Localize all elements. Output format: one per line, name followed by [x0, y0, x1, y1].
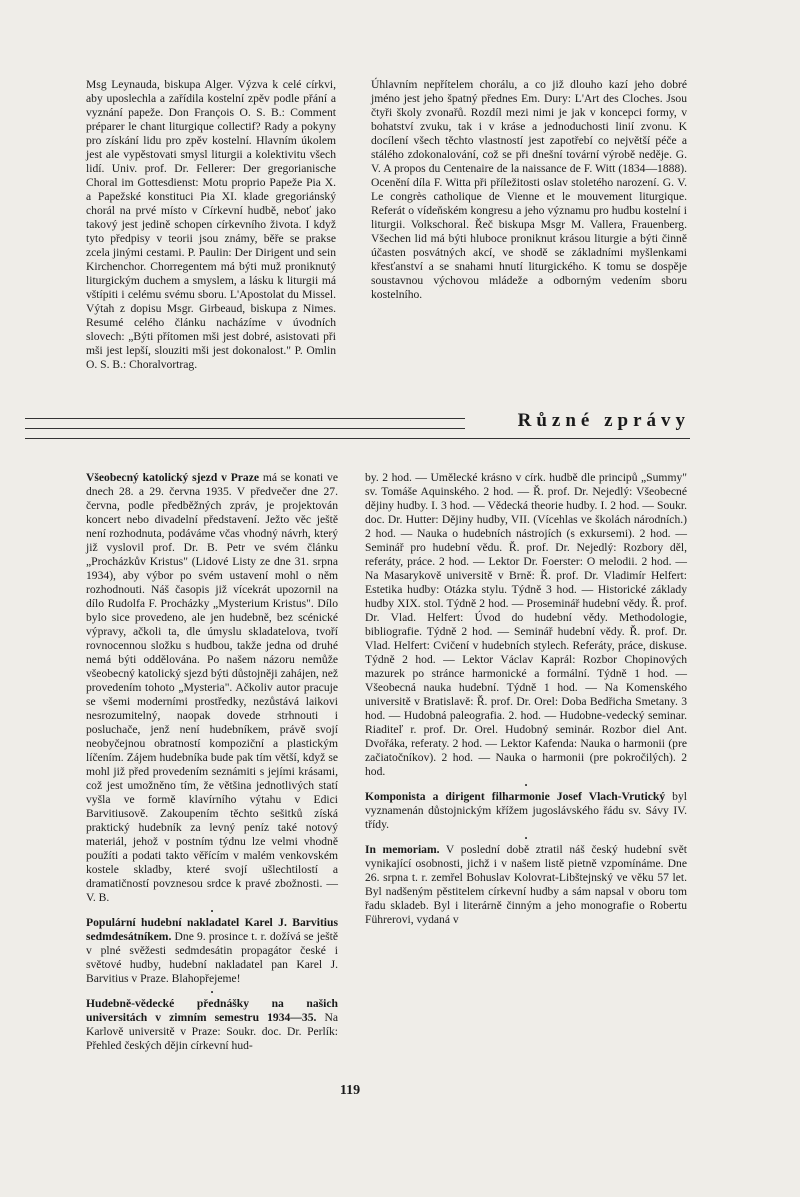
news-item-lectures: [86, 997, 338, 1053]
page-number: 119: [339, 1083, 361, 1098]
review-text-left: Msg Leynauda, biskupa Alger. Výzva k celé církvi, aby uposlechla a zařídila kostelní zpěv podle přání a vyznání papeže. Don François O. S. B.: Comment préparer le chant liturgique collectif? Rady a pokyny pro získání lidu pro zpěv kostelní. Hlavním úkolem jest ale vypěstovati smysl liturgii a kolektivitu všech lidí. Univ. prof. Dr. Fellerer: Der gregorianische Choral im Gottesdienst: Motu proprio Papeže Pia X. a Papežské konstituci Pia XI. klade gregoriánský chorál na prvé místo v Církevní hudbě, neboť jako takový jest jedině schopen církevního života. I když tyto předpisy v teorii jsou známy, běře se prakse zcela jinými cestami. P. Paulin: Der Dirigent und sein Kirchenchor. Chorregentem má býti muž proniknutý liturgickým duchem a smyslem, a lásku k liturgii má vštípiti i celému svému sboru. L'Apostolat du Missel. Výtah z dopisu Msgr. Girbeaud, biskupa z Nimes. Resumé celého článku nacházíme v úvodních slovech: „Býti přítomen mši jest dobré, asistovati při mši jest lepší, slouziti mši jest dokonalost." P. Omlin O. S. B.: Choralvortrag.: [86, 78, 336, 371]
news-item-lectures-cont: by. 2 hod. — Umělecké krásno v círk. hudbě dle principů „Summy" sv. Tomáše Aquinského. 2 hod. — Ř. prof. Dr. Nejedlý: Všeobecné dějiny hudby. I. 3 hod. — Vědecká theorie hudby. I. 2 hod. — Soukr. doc. Dr. Hutter: Dějiny hudby, VII. (Vícehlas ve školách národních.) 2 hod. — Nauka o hudebních nástrojích (s exkursemi). 2 hod. — Seminář pro hudební vědu. Ř. prof. Dr. Nejedlý: Rozbory děl, referáty, práce. 2 hod. — Lektor Dr. Foerster: O melodii. 2 hod. — Na Masarykově universitě v Brně: Ř. prof. Dr. Vladimír Helfert: Estetika hudby: Otázka stylu. Týdně 3 hod. — Historické základy hudby XIX. stol. Týdně 2 hod. — Proseminář hudební vědy. Ř. prof. Dr. Vlad. Helfert: Úvod do hudební vědy. Methodologie, bibliografie. Týdně 2 hod. — Seminář hudební vědy. Ř. prof. Dr. Vlad. Helfert: Cvičení v hudebních stylech. Referáty, práce, diskuse. Týdně 2 hod. — Lektor Václav Kaprál: Rozbor Chopinových mazurek po stránce harmonické a formální. Týdně 1 hod. — Všeobecná nauka hudební. Týdně 1 hod. — Na Komenského universitě v Bratislavě: Ř. prof. Dr. Orel: Doba Bedřicha Smetany. 3 hod. — Hudobná paleografia. 2. hod. — Hudobne-vedecký seminar. Riaditeľ r. prof. Dr. Orel. Hudobný seminár. Rozbor diel Ant. Dvořáka, referaty. 2 hod. — Lektor Kafenda: Nauka o harmonii (pre začiatočníkov). 2 hod. — Nauka o harmonii (pre pokročilých). 2 hod.: [365, 471, 687, 778]
separator-bullet: •: [210, 988, 214, 997]
review-text-right: Úhlavním nepřítelem chorálu, a co již dlouho kazí jeho dobré jméno jest jeho špatný přednes Em. Dury: L'Art des Cloches. Jsou čtyři školy zvonařů. Rozdíl mezi nimi je jak v koncepci formy, v bohatství zvuku, tak i v kráse a jednoduchosti linií zvonu. K docílení všech těchto vlastností jest zapotřebí co největší péče a stálého zdokonalování, což se při dnešní tovární výrobě neděje. G. V. A propos du Centenaire de la naissance de F. Witt (1834—1888). Ocenění díla F. Witta při příležitosti oslav stoletého narození. G. V. Le congrès catholique de Vienne et le mouvement liturgique. Referát o vídeňském kongresu a jeho významu pro hudbu kostelní i liturgii. Volkschoral. Řeč biskupa Msgr M. Vallera, Frauenberg. Všechen lid má býti hluboce proniknut krásou liturgie a býti činně účasten posvátných akcí, ve shodě se základními myšlenkami křesťanství a se snahami hnutí liturgického. K tomu se dospěje soustavnou výchovou mládeže a odborným vedením sboru kostelního.: [371, 78, 687, 301]
bottom-left-column: [86, 471, 338, 1083]
heading-rule-1: [25, 418, 465, 419]
news-item-memoriam: [365, 843, 687, 927]
news-item-vlach: [365, 790, 687, 832]
separator-bullet: •: [524, 834, 528, 843]
news-body-congress: má se konati ve dnech 28. a 29. června 1935. V předvečer dne 27. června, podle předběžných zpráv, je projektován koncert nebo divadelní představení. Ježto věc ještě není rozhodnuta, podáváme včas vhodný návrh, který již vyslovil prof. Dr. B. Petr ve svém článku „Procházkův Kristus" (Lidové Listy ze dne 31. srpna 1934), aby výbor po svém ustavení mohl o něm rozhodnouti. Náš časopis již vícekrát upozornil na dílo Rudolfa F. Procházky „Mysterium Kristus". Dílo bylo sice provedeno, ale jen hudebně, bez scénické výpravy, ačkoli ta, dle úmyslu skladatelova, tvoří rovnocennou složku s hudbou, takže jedna od druhé nemá býti oddělována. Po našem názoru nemůže všeobecný katolický sjezd býti důstojněji zahájen, než provedením tohoto „Mysteria". Ačkoliv autor pracuje se všemi moderními prostředky, nezůstává laikovi nesrozumitelný, naopak dovede strhnouti i posluchače, jenž není hudebníkem, právě svojí neobyčejnou obratností kompoziční a plastickým líčením. Zájem hudebníka bude pak tím větší, když se mohl již před provedením seznámiti s jejími krásami, což jest umožněno tím, že většina jednotlivých statí vyšla ve formě klavírního výtahu v Edici Barvitiusově. Zakoupením těchto sešitků získá praktický hudebník za levný peníz také notový materiál, jehož v postním týdnu lze velmi vhodně použíti a podati takto věřícím v malém venkovském kostele skladby, které svojí ušlechtilostí a dramatičností povznesou srdce k pravé zbožnosti. — V. B.: [86, 471, 338, 904]
news-body-memoriam: V poslední době ztratil náš český hudební svět vynikající osobnosti, jichž i v našem listě pietně vzpomínáme. Dne 26. srpna t. r. zemřel Bohuslav Kolovrat-Libštejnský ve věku 57 let. Byl nadšeným pěstitelem církevní hudby a sám napsal v oboru tom řadu skladeb. Byl i literárně činným a jeho monografie o Robertu Führerovi, vydaná v: [365, 843, 687, 926]
news-title-congress: Všeobecný katolický sjezd v Praze: [86, 471, 260, 484]
bottom-right-column: [365, 471, 687, 1083]
heading-rule-3: [25, 438, 690, 439]
news-body-barvitius: Dne 9. prosince t. r. dožívá se ještě v plné svěžesti sedmdesátin propagátor české i světové hudby, hudební nakladatel pan Karel J. Barvitius v Praze. Blahopřejeme!: [86, 930, 338, 985]
separator-bullet: •: [524, 781, 528, 790]
news-title-memoriam: In memoriam.: [365, 843, 440, 856]
news-body-lectures: Na Karlově universitě v Praze: Soukr. doc. Dr. Perlík: Přehled českých dějin církevní hud-: [86, 1011, 338, 1052]
heading-rule-2: [25, 428, 465, 429]
news-title-lectures: Hudebně-vědecké přednášky na našich universitách v zimním semestru 1934—35.: [86, 997, 338, 1024]
news-item-congress: [86, 471, 338, 905]
section-heading: Různé zprávy: [517, 410, 690, 431]
news-title-vlach: Komponista a dirigent filharmonie Josef Vlach-Vrutický: [365, 790, 666, 803]
news-title-barvitius: Populární hudební nakladatel Karel J. Barvitius sedmdesátníkem.: [86, 916, 338, 943]
separator-bullet: •: [210, 907, 214, 916]
news-item-barvitius: [86, 916, 338, 986]
news-body-vlach: byl vyznamenán důstojnickým křížem jugoslávského řádu sv. Sávy IV. třídy.: [365, 790, 687, 831]
top-left-column: [86, 78, 336, 398]
top-right-column: [371, 78, 687, 403]
